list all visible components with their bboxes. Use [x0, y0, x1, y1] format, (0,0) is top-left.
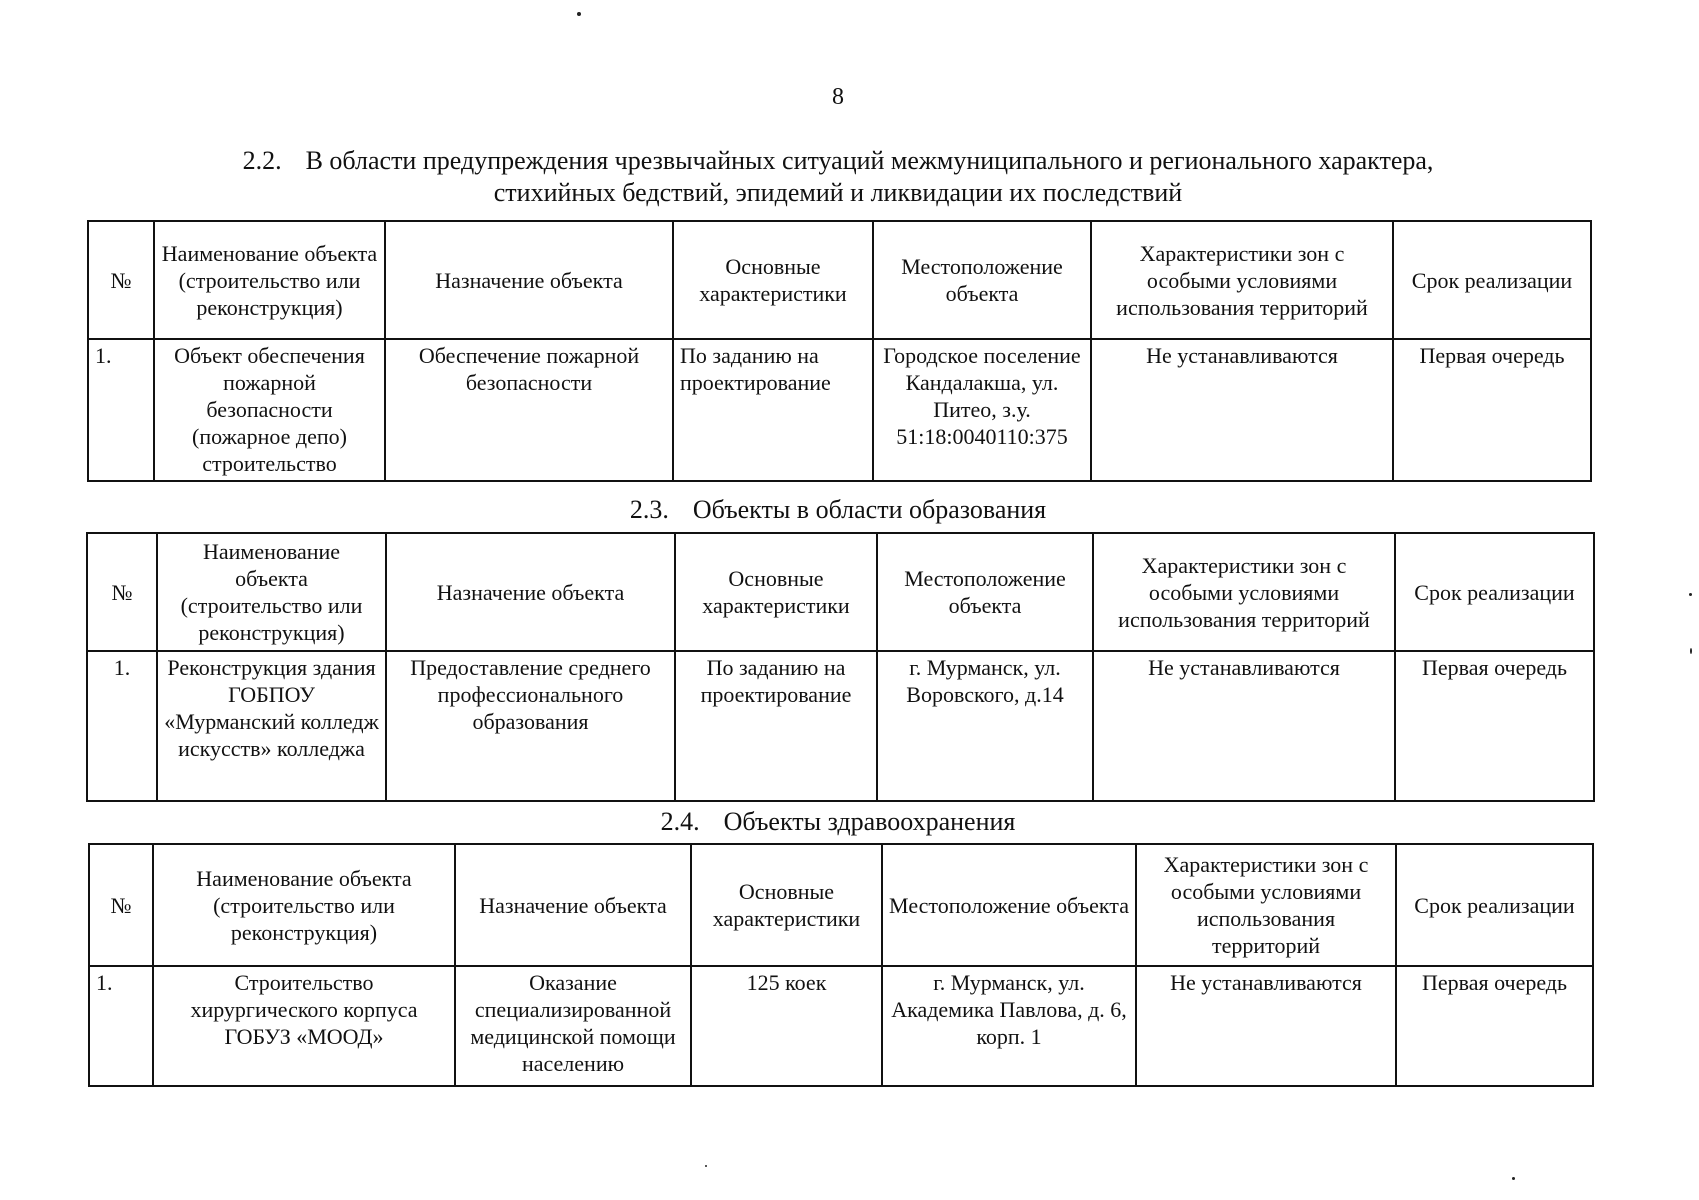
section-2-2-title	[0, 145, 1676, 176]
cell-zones: Не устанавливаются	[1136, 966, 1396, 1086]
header-purpose: Назначение объекта	[455, 844, 691, 966]
header-no: №	[87, 533, 157, 651]
table-section-2-4	[88, 843, 1594, 1087]
cell-term: Первая очередь	[1395, 651, 1594, 801]
header-zones: Характеристики зон с особыми условиями использования территорий	[1093, 533, 1395, 651]
section-title-line1: Объекты здравоохранения	[723, 807, 1016, 836]
header-location: Местоположение объекта	[873, 221, 1091, 339]
cell-purpose: Оказание специализированной медицинской помощи населению	[455, 966, 691, 1086]
cell-no: 1.	[87, 651, 157, 801]
page-number: 8	[832, 84, 844, 110]
cell-no: 1.	[88, 339, 154, 481]
section-title-line1: В области предупреждения чрезвычайных ситуаций межмуниципального и регионального характера,	[305, 146, 1434, 175]
section-2-2-title-line2: стихийных бедствий, эпидемий и ликвидации их последствий	[493, 178, 1183, 207]
table-header-row	[88, 221, 1591, 339]
cell-location: г. Мурманск, ул. Воровского, д.14	[877, 651, 1093, 801]
section-number: 2.2.	[242, 146, 282, 175]
table-row	[89, 966, 1593, 1086]
cell-name: Строительство хирургического корпуса ГОБУЗ «МООД»	[153, 966, 455, 1086]
table-section-2-3	[86, 532, 1595, 802]
section-2-4-title	[0, 806, 1676, 837]
header-term: Срок реализации	[1395, 533, 1594, 651]
header-no: №	[88, 221, 154, 339]
section-number: 2.4.	[660, 807, 700, 836]
header-term: Срок реализации	[1393, 221, 1591, 339]
cell-zones: Не устанавливаются	[1091, 339, 1393, 481]
table-section-2-2	[87, 220, 1592, 482]
header-name: Наименование объекта (строительство или реконструкция)	[153, 844, 455, 966]
cell-characteristics: По заданию на проектирование	[673, 339, 873, 481]
table-row	[88, 339, 1591, 481]
cell-characteristics: 125 коек	[691, 966, 882, 1086]
cell-location: Городское поселение Кандалакша, ул. Питео, з.у. 51:18:0040110:375	[873, 339, 1091, 481]
header-purpose: Назначение объекта	[385, 221, 673, 339]
header-characteristics: Основные характеристики	[691, 844, 882, 966]
scan-speck	[1690, 648, 1692, 654]
section-number: 2.3.	[629, 495, 669, 524]
scan-speck	[1689, 593, 1692, 596]
header-name: Наименование объекта (строительство или реконструкция)	[157, 533, 386, 651]
cell-purpose: Предоставление среднего профессионального образования	[386, 651, 675, 801]
header-location: Местоположение объекта	[877, 533, 1093, 651]
table-header-row	[89, 844, 1593, 966]
header-name: Наименование объекта (строительство или реконструкция)	[154, 221, 385, 339]
header-purpose: Назначение объекта	[386, 533, 675, 651]
cell-name: Реконструкция здания ГОБПОУ «Мурманский колледж искусств» колледжа	[157, 651, 386, 801]
cell-name: Объект обеспечения пожарной безопасности (пожарное депо) строительство	[154, 339, 385, 481]
header-characteristics: Основные характеристики	[673, 221, 873, 339]
table-header-row	[87, 533, 1594, 651]
cell-zones: Не устанавливаются	[1093, 651, 1395, 801]
cell-purpose: Обеспечение пожарной безопасности	[385, 339, 673, 481]
cell-term: Первая очередь	[1393, 339, 1591, 481]
header-zones: Характеристики зон с особыми условиями использования территорий	[1136, 844, 1396, 966]
section-title-line1: Объекты в области образования	[692, 495, 1047, 524]
cell-characteristics: По заданию на проектирование	[675, 651, 877, 801]
cell-no: 1.	[89, 966, 153, 1086]
header-no: №	[89, 844, 153, 966]
section-2-3-title	[0, 494, 1676, 525]
scan-speck	[577, 12, 581, 16]
header-zones: Характеристики зон с особыми условиями использования территорий	[1091, 221, 1393, 339]
cell-location: г. Мурманск, ул. Академика Павлова, д. 6, корп. 1	[882, 966, 1136, 1086]
scan-speck	[1512, 1177, 1515, 1180]
header-term: Срок реализации	[1396, 844, 1593, 966]
cell-term: Первая очередь	[1396, 966, 1593, 1086]
scan-speck	[705, 1165, 707, 1167]
header-characteristics: Основные характеристики	[675, 533, 877, 651]
header-location: Местоположение объекта	[882, 844, 1136, 966]
table-row	[87, 651, 1594, 801]
